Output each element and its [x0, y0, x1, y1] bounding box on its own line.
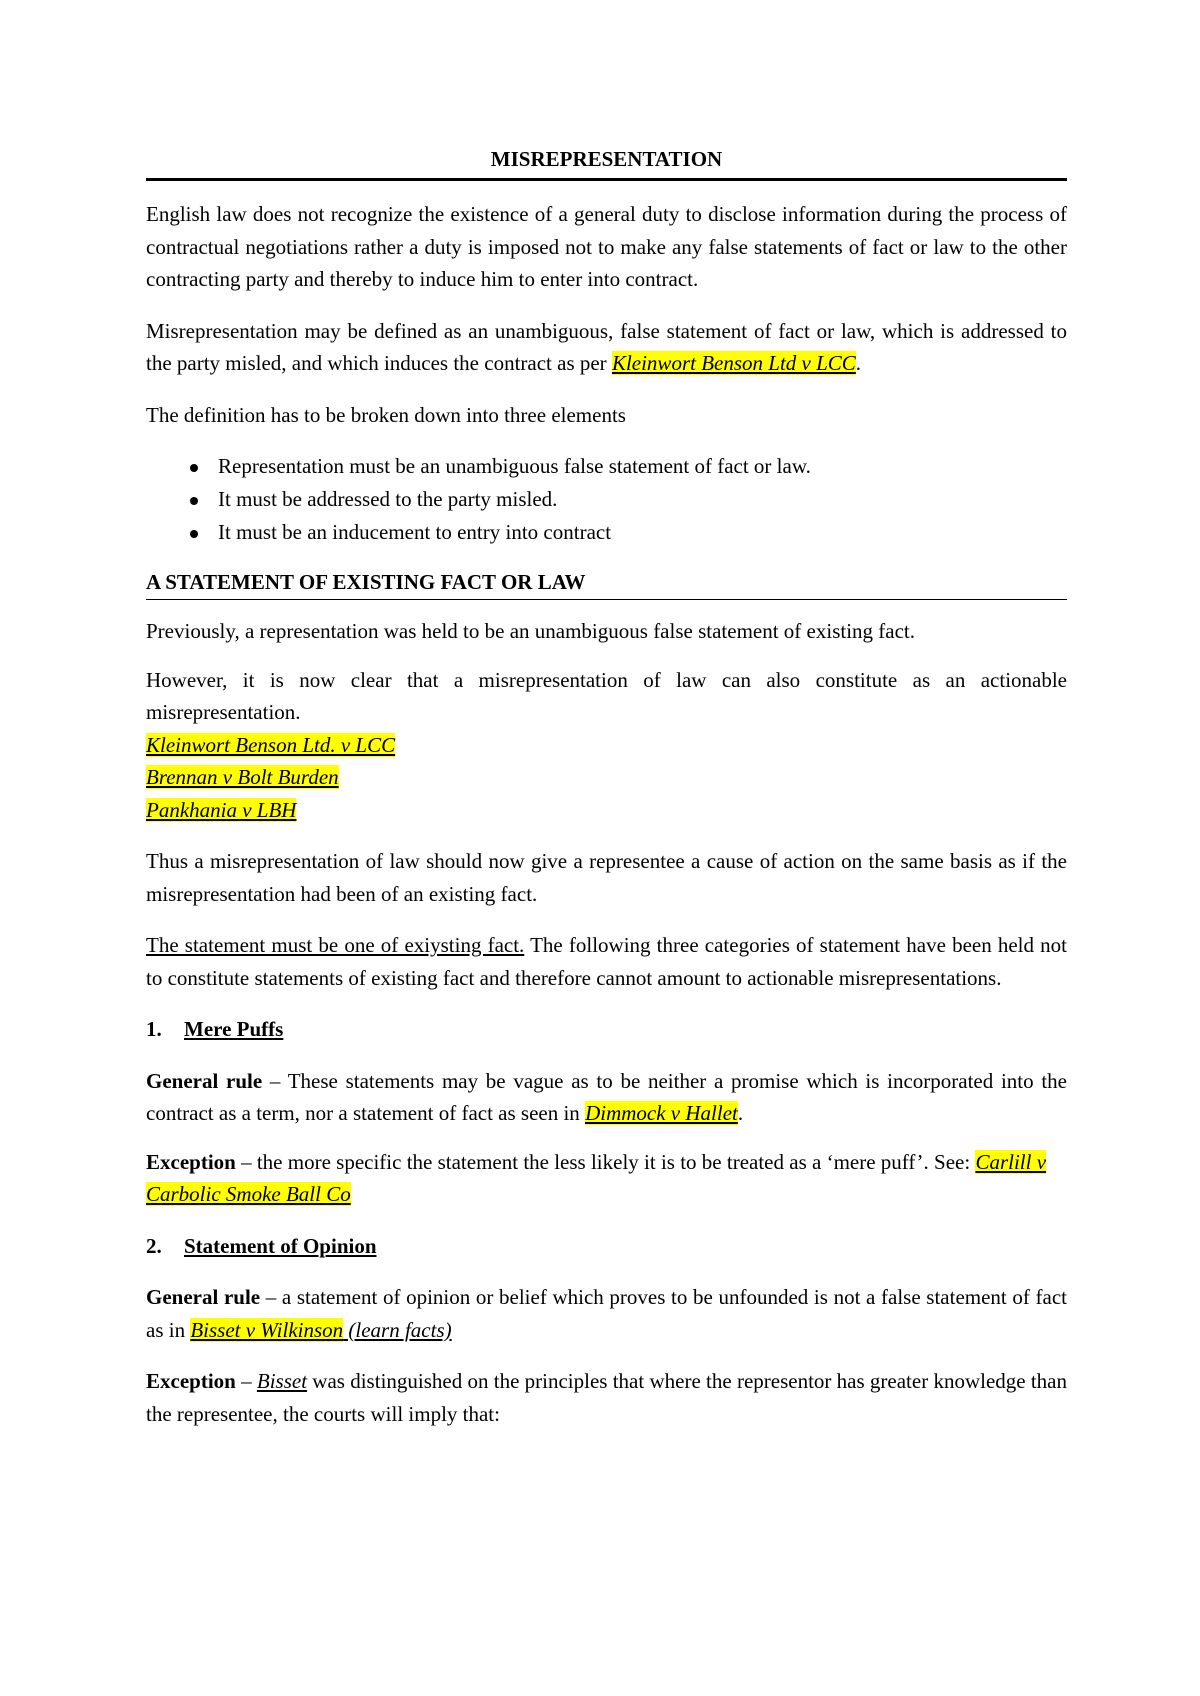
definition-end: .	[855, 351, 862, 375]
paragraph-end: .	[737, 1101, 744, 1125]
paragraph-text: – the more specific the statement the less likely it is to be treated as a ‘mere puff’. See:	[235, 1149, 976, 1174]
section-heading: A STATEMENT OF EXISTING FACT OR LAW	[146, 567, 1067, 600]
paragraph-text: – a statement of opinion or belief which proves to be unfounded is not a false statement of fact as in	[146, 1285, 1067, 1342]
list-item-text: It must be an inducement to entry into contract	[218, 520, 612, 544]
rule-label: General rule	[146, 1068, 263, 1093]
list-item	[146, 450, 1067, 483]
subsection-heading	[146, 1013, 1067, 1046]
case-citation: Bisset v Wilkinson	[190, 1317, 344, 1342]
subsection-number: 2.	[146, 1233, 162, 1258]
rule-paragraph	[146, 1065, 1067, 1130]
subsection-title: Mere Puffs	[184, 1017, 284, 1041]
case-citation: Carlill v Carbolic Smoke Ball Co	[146, 1149, 1047, 1206]
exception-paragraph	[146, 1146, 1067, 1211]
list-item-text: Representation must be an unambiguous false statement of fact or law.	[218, 454, 811, 478]
rule-paragraph	[146, 1281, 1067, 1346]
list-item-text: It must be addressed to the party misled.	[218, 487, 558, 511]
exception-paragraph	[146, 1365, 1067, 1430]
subsection-number: 1.	[146, 1017, 162, 1041]
section-paragraph: However, it is now clear that a misrepresentation of law can also constitute as an actionable misrepresentation.	[146, 667, 1067, 724]
case-reference: Bisset	[256, 1369, 308, 1393]
elements-list	[146, 450, 1067, 549]
section-paragraph: Previously, a representation was held to be an unambiguous false statement of existing fact.	[146, 619, 916, 643]
underlined-text: The statement must be one of exiysting fact.	[146, 933, 525, 957]
paragraph-text: The following three categories of statement have been held not to constitute statements of existing fact and therefore cannot amount to actionable misrepresentations.	[146, 933, 1067, 990]
list-item	[146, 483, 1067, 516]
bullet-icon	[190, 497, 198, 505]
section-paragraph	[146, 929, 1067, 994]
rule-label: General rule	[146, 1285, 261, 1309]
case-list	[146, 729, 1067, 827]
case-note: (learn facts)	[343, 1317, 452, 1342]
paragraph-text: –	[235, 1369, 257, 1393]
case-citation: Dimmock v Hallet	[585, 1101, 738, 1125]
document-title: MISREPRESENTATION	[146, 144, 1067, 181]
exception-label: Exception	[146, 1369, 236, 1393]
exception-label: Exception	[146, 1149, 236, 1174]
paragraph-text: was distinguished on the principles that where the representor has greater knowledge than the representee, the courts will imply that:	[146, 1369, 1068, 1426]
definition-paragraph	[146, 315, 1067, 380]
bullet-icon	[190, 464, 198, 472]
document-content	[146, 144, 1067, 1430]
elements-intro: The definition has to be broken down into three elements	[146, 402, 626, 427]
case-citation: Kleinwort Benson Ltd v LCC	[611, 351, 856, 375]
section-paragraph: Thus a misrepresentation of law should now give a representee a cause of action on the same basis as if the misrepresentation had been of an existing fact.	[146, 849, 1067, 906]
subsection-heading	[146, 1230, 1067, 1263]
subsection-title: Statement of Opinion	[184, 1233, 377, 1258]
case-citation: Kleinwort Benson Ltd. v LCC	[146, 732, 396, 757]
list-item	[146, 516, 1067, 549]
bullet-icon	[190, 530, 198, 538]
definition-text: Misrepresentation may be defined as an unambiguous, false statement of fact or law, which is addressed to the party misled, and which induces the contract as per	[146, 318, 1067, 375]
paragraph-text: – These statements may be vague as to be neither a promise which is incorporated into the contract as a term, nor a statement of fact as seen in	[146, 1068, 1067, 1125]
case-citation: Pankhania v LBH	[146, 797, 297, 822]
case-citation: Brennan v Bolt Burden	[146, 765, 339, 789]
intro-paragraph: English law does not recognize the existence of a general duty to disclose information during the process of contractual negotiations rather a duty is imposed not to make any false statements of fact or law to the other contracting party and thereby to induce him to enter into contract.	[146, 202, 1067, 291]
